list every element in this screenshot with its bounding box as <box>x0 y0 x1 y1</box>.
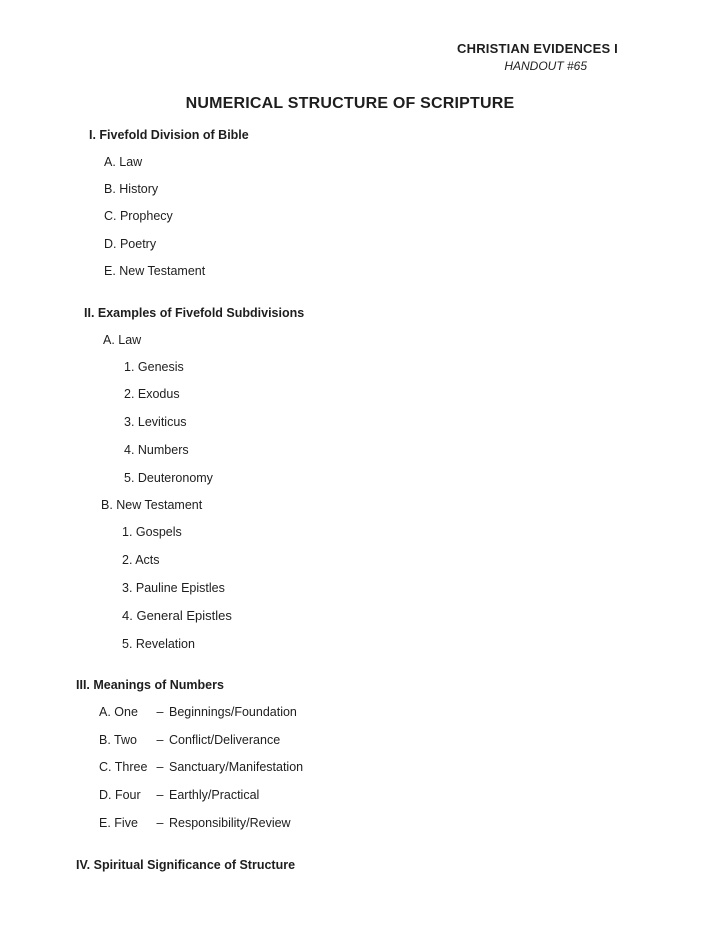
meaning-row <box>99 733 280 747</box>
course-title: CHRISTIAN EVIDENCES I <box>457 41 618 56</box>
meaning-dash: – <box>156 788 164 802</box>
meaning-dash: – <box>156 705 164 719</box>
meaning-row <box>99 816 291 830</box>
meaning-row <box>99 788 259 802</box>
list-item: D. Poetry <box>104 237 157 251</box>
subsection-label: B. New Testament <box>101 498 203 512</box>
meaning-dash: – <box>156 733 164 747</box>
meaning-row <box>99 760 303 774</box>
list-item: 3. Leviticus <box>124 415 187 429</box>
list-item: 2. Acts <box>122 553 160 567</box>
list-item: 2. Exodus <box>124 387 180 401</box>
meaning-number: D. Four <box>99 788 141 802</box>
list-item: C. Prophecy <box>104 209 173 223</box>
list-item: A. Law <box>104 155 143 169</box>
meaning-dash: – <box>156 816 164 830</box>
list-item: 4. General Epistles <box>122 608 232 623</box>
meaning-text: Beginnings/Foundation <box>169 705 297 719</box>
meaning-text: Earthly/Practical <box>169 788 260 802</box>
meaning-text: Responsibility/Review <box>169 816 291 830</box>
list-item: 4. Numbers <box>124 443 189 457</box>
page-title: NUMERICAL STRUCTURE OF SCRIPTURE <box>185 95 515 112</box>
section-heading-1: I. Fivefold Division of Bible <box>89 128 249 142</box>
handout-number: HANDOUT #65 <box>504 59 587 73</box>
meaning-text: Conflict/Deliverance <box>169 733 281 747</box>
list-item: E. New Testament <box>104 264 206 278</box>
meaning-number: C. Three <box>99 760 148 774</box>
list-item: B. History <box>104 182 159 196</box>
list-item: 5. Deuteronomy <box>124 471 213 485</box>
meaning-number: B. Two <box>99 733 137 747</box>
list-item: 5. Revelation <box>122 637 195 651</box>
section-heading-3: III. Meanings of Numbers <box>76 678 224 692</box>
list-item: 3. Pauline Epistles <box>122 581 225 595</box>
subsection-label: A. Law <box>103 333 142 347</box>
section-heading-4: IV. Spiritual Significance of Structure <box>76 858 296 872</box>
meaning-row <box>99 705 297 719</box>
meaning-number: E. Five <box>99 816 138 830</box>
list-item: 1. Gospels <box>122 525 182 539</box>
section-heading-2: II. Examples of Fivefold Subdivisions <box>84 306 305 320</box>
meaning-text: Sanctuary/Manifestation <box>169 760 304 774</box>
list-item: 1. Genesis <box>124 360 184 374</box>
meaning-number: A. One <box>99 705 138 719</box>
meaning-dash: – <box>156 760 164 774</box>
